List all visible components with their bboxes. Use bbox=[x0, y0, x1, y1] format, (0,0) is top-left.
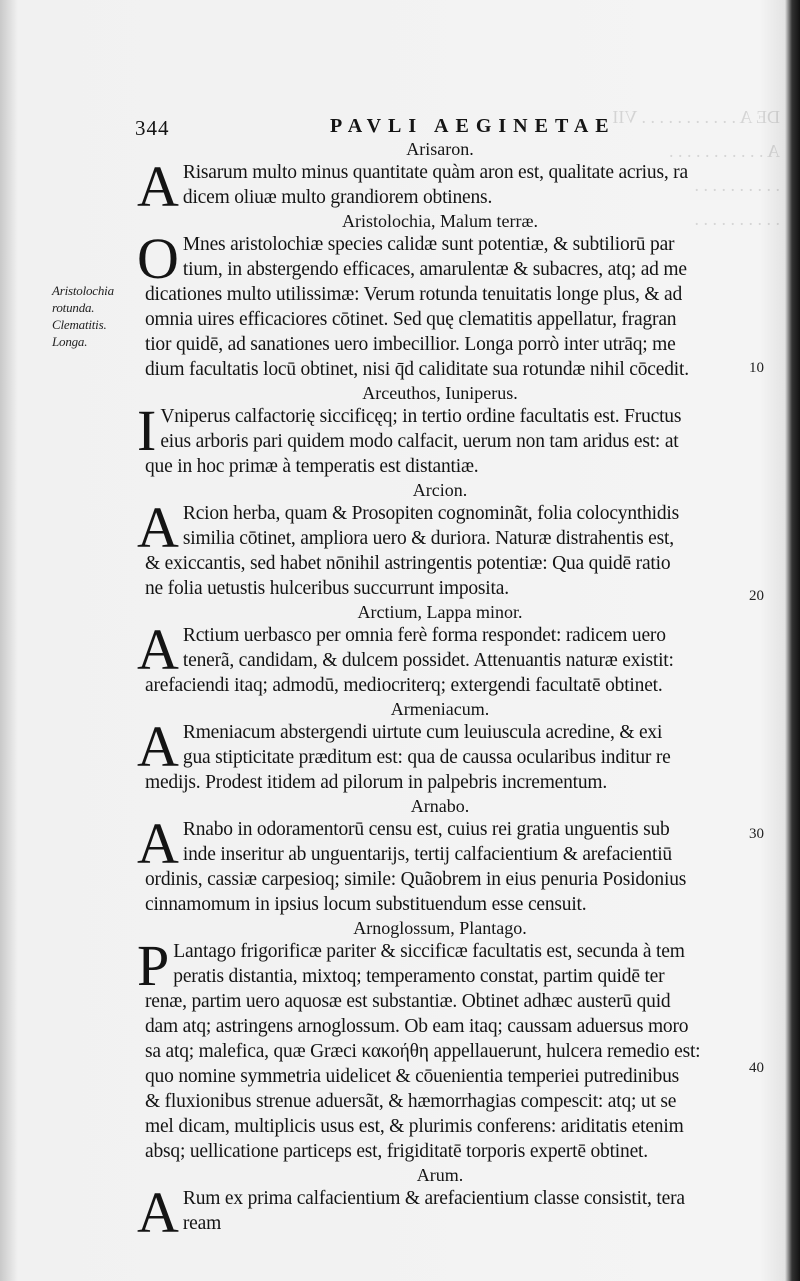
entry-body bbox=[137, 226, 765, 382]
margin-note: Aristolochia rotunda. Clematitis. Longa. bbox=[52, 283, 114, 349]
text-line: peratis distantia, mixtoq; temperamento constat, partim quidē ter bbox=[173, 966, 665, 987]
entry-body bbox=[137, 154, 765, 219]
text-line: ne folia uetustis hulceribus succurrunt imposita. bbox=[145, 578, 509, 599]
text-line: mel dicam, multiplicis usus est, & plurimis conferens: ariditatis etenim bbox=[145, 1116, 684, 1137]
entry bbox=[137, 698, 765, 795]
bleed-through-text: DE A . . . . . . . . . . . VII A . . . . . . . . . . . . . . . . . . . . . . . . . . . . . . . bbox=[612, 107, 780, 229]
drop-cap: A bbox=[137, 811, 179, 876]
line-number: 10 bbox=[749, 360, 764, 376]
entry-body bbox=[137, 495, 765, 601]
drop-cap: A bbox=[137, 1180, 179, 1245]
text-line: tium, in abstergendo efficaces, amarulentæ & subacres, atq; ad me bbox=[182, 259, 687, 280]
text-line: eius arboris pari quidem modo calfacit, uerum non tam aridus est: at bbox=[160, 431, 679, 452]
text-line: tenerã, candidam, & dulcem possidet. Attenuantis naturæ existit: bbox=[182, 650, 674, 671]
text-line: dam atq; astringens arnoglossum. Ob eam itaq; caussam aduersus moro bbox=[145, 1016, 689, 1037]
entry bbox=[137, 1164, 765, 1245]
drop-cap: A bbox=[137, 714, 179, 779]
entry bbox=[137, 795, 765, 917]
line-number: 20 bbox=[749, 588, 764, 604]
entry-heading: Arnoglossum, Plantago. bbox=[353, 918, 527, 938]
entry-body bbox=[137, 617, 765, 698]
entry-heading: Arisaron. bbox=[406, 139, 474, 159]
entries bbox=[137, 138, 765, 1245]
drop-cap: A bbox=[137, 495, 179, 560]
drop-cap: P bbox=[137, 933, 170, 998]
entry-body bbox=[137, 933, 765, 1164]
text-line: omnia uires efficaciores cōtinet. Sed quę clematitis appellatur, fragran bbox=[145, 309, 677, 330]
drop-cap: A bbox=[137, 617, 179, 682]
text-line: quo nomine symmetria uidelicet & cōuenientia temperiei putredinibus bbox=[145, 1066, 680, 1087]
text-line: gua stipticitate præditum est: qua de caussa ocularibus inditur re bbox=[182, 747, 671, 768]
entry-heading: Arnabo. bbox=[410, 796, 470, 816]
line-number: 40 bbox=[749, 1060, 764, 1076]
text-line: inde inseritur ab unguentarijs, tertij calfacientium & arefacientiū bbox=[182, 844, 672, 865]
text-line: renæ, partim uero aquosæ est substantiæ. Obtinet adhæc austerū quid bbox=[145, 991, 671, 1012]
text-line: Mnes aristolochiæ species calidæ sunt potentiæ, & subtiliorū par bbox=[182, 234, 675, 255]
text-line: que in hoc primæ à temperatis est distantiæ. bbox=[145, 456, 479, 477]
text-line: & fluxionibus strenue aduersãt, & hæmorrhagias compescit: atq; ut se bbox=[145, 1091, 677, 1112]
text-line: Rnabo in odoramentorū censu est, cuius rei gratia unguentis sub bbox=[182, 819, 670, 840]
line-number: 30 bbox=[749, 826, 764, 842]
entry bbox=[137, 138, 765, 219]
text-block bbox=[135, 108, 765, 1245]
entry-heading: Armeniacum. bbox=[390, 699, 490, 719]
text-line: tior quidē, ad sanationes uero imbecillior. Longa porrò inter utrāq; me bbox=[145, 334, 676, 355]
text-line: Rmeniacum abstergendi uirtute cum leuiuscula acredine, & exi bbox=[182, 722, 663, 743]
page-header bbox=[135, 108, 765, 140]
entry bbox=[137, 479, 765, 601]
drop-cap: I bbox=[137, 398, 157, 463]
text-line: ordinis, cassiæ carpesioq; simile: Quãobrem in eius penuria Posidonius bbox=[145, 869, 687, 890]
entry bbox=[137, 382, 765, 479]
drop-cap: A bbox=[137, 154, 179, 219]
text-line: Rum ex prima calfacientium & arefacientium classe consistit, tera bbox=[182, 1188, 685, 1209]
text-line: Rcion herba, quam & Prosopiten cognominãt, folia colocynthidis bbox=[182, 503, 680, 524]
entry-heading: Aristolochia, Malum terræ. bbox=[342, 211, 538, 231]
text-line: dicationes multo utilissimæ: Verum rotunda tenuitatis longe plus, & ad bbox=[145, 284, 683, 305]
text-line: absq; uellicatione particeps est, frigiditatē torporis expertē obtinet. bbox=[145, 1141, 648, 1162]
entry-heading: Arum. bbox=[416, 1165, 464, 1185]
entry-heading: Arctium, Lappa minor. bbox=[357, 602, 523, 622]
text-line: medijs. Prodest itidem ad pilorum in palpebris incrementum. bbox=[145, 772, 608, 793]
text-line: sa atq; malefica, quæ Græci κακοήθη appellauerunt, hulcera remedio est: bbox=[145, 1041, 701, 1062]
entry bbox=[137, 601, 765, 698]
entry-heading: Arcion. bbox=[412, 480, 468, 500]
entry-body bbox=[137, 714, 765, 795]
entry bbox=[137, 210, 765, 382]
entry-body bbox=[137, 398, 765, 479]
text-line: & exiccantis, sed habet nōnihil astringentis potentiæ: Qua quidē ratio bbox=[145, 553, 671, 574]
running-title: PAVLI AEGINETAE bbox=[330, 115, 616, 137]
page-number: 344 bbox=[135, 116, 170, 140]
text-line: Vniperus calfactorię siccificęq; in tertio ordine facultatis est. Fructus bbox=[160, 406, 682, 427]
entry-heading: Arceuthos, Iuniperus. bbox=[362, 383, 518, 403]
text-line: similia cōtinet, ampliora uero & duriora. Naturæ distrahentis est, bbox=[182, 528, 674, 549]
text-line: Risarum multo minus quantitate quàm aron est, qualitate acrius, ra bbox=[182, 162, 688, 183]
text-line: cinnamomum in ipsius locum substituendum esse censuit. bbox=[145, 894, 587, 915]
entry-body bbox=[137, 811, 765, 917]
drop-cap: O bbox=[137, 226, 179, 291]
text-line: Rctium uerbasco per omnia ferè forma respondet: radicem uero bbox=[182, 625, 666, 646]
text-line: arefaciendi itaq; admodū, mediocriterq; extergendi facultatē obtinet. bbox=[145, 675, 663, 696]
entry bbox=[137, 917, 765, 1164]
text-line: dium facultatis locū obtinet, nisi q̄d caliditate sua rotundæ nihil cōcedit. bbox=[145, 359, 689, 380]
text-line: ream bbox=[182, 1213, 222, 1234]
text-line: Lantago frigorificæ pariter & siccificæ facultatis est, secunda à tem bbox=[173, 941, 685, 962]
entry-body bbox=[137, 1180, 765, 1245]
text-line: dicem oliuæ multo grandiorem obtinens. bbox=[182, 187, 493, 208]
